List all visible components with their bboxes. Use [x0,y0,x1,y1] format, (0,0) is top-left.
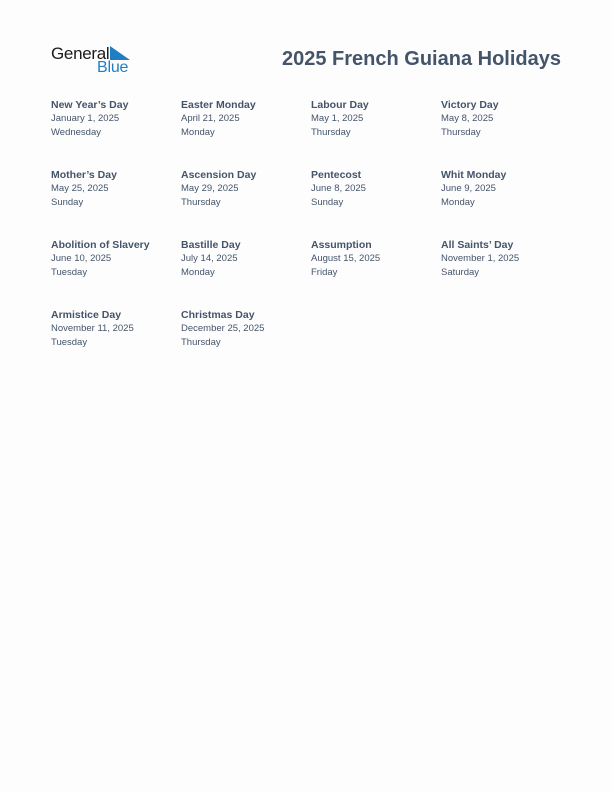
holiday-date: May 29, 2025 [181,183,239,194]
holiday-name: Armistice Day [51,309,122,321]
holiday-name: All Saints’ Day [441,239,514,251]
holiday-date: May 8, 2025 [441,113,494,124]
holiday-item [51,308,181,378]
holiday-weekday: Thursday [311,126,351,138]
holiday-item [51,168,181,238]
holiday-weekday: Tuesday [51,266,88,278]
holiday-name: Labour Day [311,99,369,111]
holiday-weekday: Monday [181,266,215,278]
holiday-date: June 8, 2025 [311,183,366,194]
holiday-date: August 15, 2025 [311,253,381,264]
holiday-weekday: Tuesday [51,336,88,348]
logo-text-general: General [51,44,110,63]
holiday-date: April 21, 2025 [181,113,240,124]
holiday-name: Christmas Day [181,309,255,321]
holiday-weekday: Saturday [441,266,480,278]
holiday-item [181,98,311,168]
holiday-date: June 10, 2025 [51,253,112,264]
holiday-item [51,98,181,168]
holiday-weekday: Sunday [51,196,84,208]
holiday-date: May 25, 2025 [51,183,109,194]
holiday-name: Assumption [311,239,372,251]
holiday-item [441,98,571,168]
holiday-name: Easter Monday [181,99,256,111]
holiday-weekday: Thursday [441,126,481,138]
holiday-item [181,308,311,378]
holiday-item [181,238,311,308]
holiday-name: Ascension Day [181,169,257,181]
page-title: 2025 French Guiana Holidays [282,48,561,70]
triangle-icon [110,46,130,60]
holiday-item [311,168,441,238]
holiday-name: Victory Day [441,99,499,111]
holiday-date: June 9, 2025 [441,183,496,194]
holiday-item [311,238,441,308]
holiday-grid [51,98,571,378]
holiday-weekday: Wednesday [51,126,101,138]
holiday-name: Whit Monday [441,169,507,181]
holiday-weekday: Friday [311,266,338,278]
holiday-name: Pentecost [311,169,362,181]
holiday-weekday: Thursday [181,196,221,208]
holiday-weekday: Monday [181,126,215,138]
holiday-date: December 25, 2025 [181,323,265,334]
holiday-item [51,238,181,308]
holiday-item [441,168,571,238]
holiday-weekday: Sunday [311,196,344,208]
holiday-date: May 1, 2025 [311,113,364,124]
holiday-name: New Year’s Day [51,99,129,111]
holiday-date: July 14, 2025 [181,253,238,264]
holiday-name: Mother’s Day [51,169,117,181]
holiday-date: November 11, 2025 [51,323,134,334]
holiday-weekday: Thursday [181,336,221,348]
holiday-name: Bastille Day [181,239,241,251]
holiday-item [181,168,311,238]
holiday-weekday: Monday [441,196,475,208]
holiday-item [441,238,571,308]
generalblue-logo [51,44,141,78]
holiday-item [311,98,441,168]
holiday-date: November 1, 2025 [441,253,520,264]
holiday-date: January 1, 2025 [51,113,120,124]
logo-text-blue: Blue [97,59,129,76]
holiday-name: Abolition of Slavery [51,239,150,251]
